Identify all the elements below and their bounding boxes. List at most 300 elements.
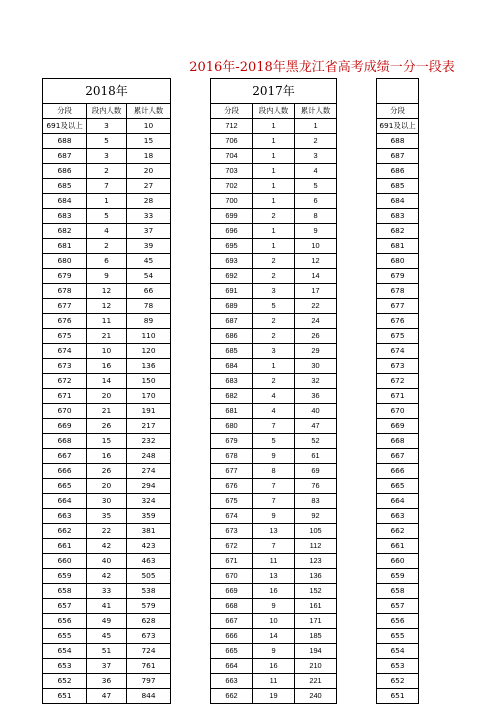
segment-count-2017-cell: 11 — [253, 674, 295, 689]
spacer-cell — [171, 239, 211, 254]
spacer-cell — [337, 599, 377, 614]
table-row — [43, 359, 419, 374]
spacer-cell — [337, 329, 377, 344]
score-2016-cell: 658 — [377, 584, 419, 599]
spacer-cell — [171, 479, 211, 494]
score-2018-cell: 664 — [43, 494, 87, 509]
segment-count-2017-cell: 2 — [253, 209, 295, 224]
score-2017-cell: 670 — [211, 569, 253, 584]
segment-count-2017-cell: 2 — [253, 314, 295, 329]
spacer-cell — [337, 569, 377, 584]
segment-count-2017-cell: 1 — [253, 134, 295, 149]
score-2016-cell: 665 — [377, 479, 419, 494]
cumulative-2017-cell: 92 — [295, 509, 337, 524]
score-2018-cell: 673 — [43, 359, 87, 374]
score-2016-cell: 684 — [377, 194, 419, 209]
score-2016-cell: 682 — [377, 224, 419, 239]
spacer-cell — [337, 374, 377, 389]
table-row — [43, 269, 419, 284]
segment-count-2018-cell: 9 — [87, 269, 127, 284]
score-2017-cell: 674 — [211, 509, 253, 524]
spacer-cell — [337, 179, 377, 194]
score-2016-cell: 654 — [377, 644, 419, 659]
spacer-cell — [171, 209, 211, 224]
cumulative-2018-cell: 724 — [127, 644, 171, 659]
score-2018-cell: 691及以上 — [43, 119, 87, 134]
score-2017-cell: 712 — [211, 119, 253, 134]
spacer-cell — [171, 269, 211, 284]
cumulative-2018-cell: 463 — [127, 554, 171, 569]
cumulative-2017-cell: 24 — [295, 314, 337, 329]
cumulative-2018-cell: 89 — [127, 314, 171, 329]
spacer-cell — [337, 149, 377, 164]
score-2018-cell: 669 — [43, 419, 87, 434]
segment-count-2017-cell: 3 — [253, 284, 295, 299]
segment-count-2018-cell: 2 — [87, 239, 127, 254]
spacer-cell — [337, 254, 377, 269]
cumulative-2018-cell: 78 — [127, 299, 171, 314]
cumulative-2017-cell: 161 — [295, 599, 337, 614]
cumulative-2017-cell: 40 — [295, 404, 337, 419]
spacer-cell — [337, 284, 377, 299]
cumulative-2018-cell: 45 — [127, 254, 171, 269]
score-2018-cell: 665 — [43, 479, 87, 494]
cumulative-2018-cell: 18 — [127, 149, 171, 164]
cumulative-2017-cell: 32 — [295, 374, 337, 389]
score-2018-cell: 688 — [43, 134, 87, 149]
score-2017-cell: 691 — [211, 284, 253, 299]
score-2017-cell: 692 — [211, 269, 253, 284]
cumulative-2017-cell: 136 — [295, 569, 337, 584]
segment-count-2017-cell: 2 — [253, 254, 295, 269]
segment-count-2017-cell: 4 — [253, 404, 295, 419]
segment-count-2017-cell: 14 — [253, 629, 295, 644]
spacer-cell — [337, 104, 377, 119]
segment-count-2018-cell: 7 — [87, 179, 127, 194]
segment-count-2017-cell: 1 — [253, 359, 295, 374]
score-2017-cell: 666 — [211, 629, 253, 644]
score-2018-cell: 681 — [43, 239, 87, 254]
table-row — [43, 374, 419, 389]
title-text: 2016年-2018年黑龙江省高考成绩一分一段表 — [189, 60, 455, 75]
spacer-cell — [171, 524, 211, 539]
score-2018-cell: 663 — [43, 509, 87, 524]
cumulative-2017-cell: 194 — [295, 644, 337, 659]
segment-count-2018-cell: 51 — [87, 644, 127, 659]
table-row — [43, 644, 419, 659]
spacer-cell — [171, 79, 211, 104]
spacer-cell — [171, 329, 211, 344]
score-2016-cell: 675 — [377, 329, 419, 344]
table-row — [43, 434, 419, 449]
score-2016-cell: 651 — [377, 689, 419, 704]
segment-count-2018-cell: 26 — [87, 464, 127, 479]
segment-count-2017-cell: 3 — [253, 344, 295, 359]
segment-count-2018-cell: 40 — [87, 554, 127, 569]
spacer-cell — [171, 539, 211, 554]
cumulative-2017-cell: 36 — [295, 389, 337, 404]
table-row — [43, 134, 419, 149]
spacer-cell — [337, 314, 377, 329]
cumulative-2017-cell: 185 — [295, 629, 337, 644]
score-2017-cell: 672 — [211, 539, 253, 554]
spacer-cell — [337, 344, 377, 359]
segment-count-2017-cell: 13 — [253, 569, 295, 584]
spacer-cell — [337, 644, 377, 659]
score-2016-cell: 662 — [377, 524, 419, 539]
spacer-cell — [337, 119, 377, 134]
segment-count-2018-cell: 12 — [87, 299, 127, 314]
table-row — [43, 119, 419, 134]
spacer-cell — [171, 194, 211, 209]
segment-count-2018-cell: 45 — [87, 629, 127, 644]
cumulative-2017-cell: 29 — [295, 344, 337, 359]
table-row — [43, 614, 419, 629]
cumulative-2017-cell: 14 — [295, 269, 337, 284]
segment-count-2018-cell: 37 — [87, 659, 127, 674]
spacer-cell — [337, 434, 377, 449]
segment-count-2018-cell: 16 — [87, 359, 127, 374]
spacer-cell — [337, 79, 377, 104]
score-2018-cell: 675 — [43, 329, 87, 344]
spacer-cell — [337, 134, 377, 149]
spacer-cell — [171, 404, 211, 419]
spacer-cell — [171, 659, 211, 674]
cumulative-2018-cell: 170 — [127, 389, 171, 404]
cumulative-2018-cell: 232 — [127, 434, 171, 449]
header-cumulative-2018: 累计人数 — [127, 104, 171, 119]
spacer-cell — [171, 344, 211, 359]
score-2018-cell: 677 — [43, 299, 87, 314]
spacer-cell — [337, 629, 377, 644]
score-2017-cell: 667 — [211, 614, 253, 629]
cumulative-2018-cell: 761 — [127, 659, 171, 674]
cumulative-2017-cell: 22 — [295, 299, 337, 314]
spacer-cell — [171, 494, 211, 509]
cumulative-2018-cell: 628 — [127, 614, 171, 629]
score-2018-cell: 676 — [43, 314, 87, 329]
segment-count-2017-cell: 1 — [253, 119, 295, 134]
score-2016-cell: 656 — [377, 614, 419, 629]
segment-count-2018-cell: 20 — [87, 389, 127, 404]
score-2017-cell: 693 — [211, 254, 253, 269]
segment-count-2018-cell: 3 — [87, 119, 127, 134]
spacer-cell — [337, 449, 377, 464]
segment-count-2017-cell: 7 — [253, 539, 295, 554]
table-row — [43, 239, 419, 254]
spacer-cell — [337, 194, 377, 209]
table-row — [43, 659, 419, 674]
table-row — [43, 629, 419, 644]
cumulative-2017-cell: 8 — [295, 209, 337, 224]
segment-count-2018-cell: 6 — [87, 254, 127, 269]
score-2018-cell: 667 — [43, 449, 87, 464]
score-2016-cell: 668 — [377, 434, 419, 449]
table-row — [43, 314, 419, 329]
year-2016-label — [377, 79, 419, 104]
cumulative-2018-cell: 217 — [127, 419, 171, 434]
cumulative-2017-cell: 5 — [295, 179, 337, 194]
score-2016-cell: 657 — [377, 599, 419, 614]
spacer-cell — [171, 434, 211, 449]
segment-count-2017-cell: 10 — [253, 614, 295, 629]
cumulative-2018-cell: 274 — [127, 464, 171, 479]
segment-count-2018-cell: 33 — [87, 584, 127, 599]
cumulative-2018-cell: 10 — [127, 119, 171, 134]
score-2016-cell: 685 — [377, 179, 419, 194]
segment-count-2017-cell: 2 — [253, 374, 295, 389]
score-2018-cell: 682 — [43, 224, 87, 239]
spacer-cell — [337, 479, 377, 494]
table-row — [43, 149, 419, 164]
header-score-2017: 分段 — [211, 104, 253, 119]
table-row — [43, 329, 419, 344]
cumulative-2017-cell: 240 — [295, 689, 337, 704]
spacer-cell — [337, 164, 377, 179]
score-2018-cell: 680 — [43, 254, 87, 269]
segment-count-2017-cell: 1 — [253, 179, 295, 194]
score-2017-cell: 706 — [211, 134, 253, 149]
spacer-cell — [337, 494, 377, 509]
table-row — [43, 464, 419, 479]
segment-count-2017-cell: 2 — [253, 329, 295, 344]
score-2017-cell: 675 — [211, 494, 253, 509]
score-2016-cell: 671 — [377, 389, 419, 404]
score-2018-cell: 661 — [43, 539, 87, 554]
spacer-cell — [171, 674, 211, 689]
score-2018-cell: 684 — [43, 194, 87, 209]
cumulative-2018-cell: 294 — [127, 479, 171, 494]
cumulative-2017-cell: 12 — [295, 254, 337, 269]
score-2017-cell: 687 — [211, 314, 253, 329]
cumulative-2017-cell: 10 — [295, 239, 337, 254]
score-2018-cell: 683 — [43, 209, 87, 224]
segment-count-2018-cell: 21 — [87, 329, 127, 344]
cumulative-2017-cell: 171 — [295, 614, 337, 629]
spacer-cell — [337, 209, 377, 224]
score-2017-cell: 678 — [211, 449, 253, 464]
cumulative-2017-cell: 47 — [295, 419, 337, 434]
cumulative-2018-cell: 505 — [127, 569, 171, 584]
score-2017-cell: 702 — [211, 179, 253, 194]
segment-count-2017-cell: 5 — [253, 434, 295, 449]
spacer-cell — [337, 539, 377, 554]
segment-count-2018-cell: 35 — [87, 509, 127, 524]
table-row — [43, 539, 419, 554]
score-2017-cell: 679 — [211, 434, 253, 449]
cumulative-2018-cell: 20 — [127, 164, 171, 179]
score-2018-cell: 672 — [43, 374, 87, 389]
spacer-cell — [337, 674, 377, 689]
cumulative-2017-cell: 26 — [295, 329, 337, 344]
spacer-cell — [171, 644, 211, 659]
cumulative-2018-cell: 150 — [127, 374, 171, 389]
spacer-cell — [171, 119, 211, 134]
cumulative-2018-cell: 423 — [127, 539, 171, 554]
segment-count-2017-cell: 1 — [253, 164, 295, 179]
segment-count-2017-cell: 1 — [253, 224, 295, 239]
segment-count-2017-cell: 9 — [253, 644, 295, 659]
table-row — [43, 479, 419, 494]
table-row — [43, 584, 419, 599]
cumulative-2017-cell: 9 — [295, 224, 337, 239]
cumulative-2017-cell: 69 — [295, 464, 337, 479]
table-row — [43, 449, 419, 464]
spacer-cell — [337, 659, 377, 674]
segment-count-2018-cell: 12 — [87, 284, 127, 299]
segment-count-2018-cell: 36 — [87, 674, 127, 689]
spacer-cell — [337, 419, 377, 434]
segment-count-2018-cell: 49 — [87, 614, 127, 629]
score-2018-cell: 668 — [43, 434, 87, 449]
segment-count-2018-cell: 26 — [87, 419, 127, 434]
score-2017-cell: 665 — [211, 644, 253, 659]
score-2017-cell: 699 — [211, 209, 253, 224]
cumulative-2018-cell: 37 — [127, 224, 171, 239]
score-2016-cell: 678 — [377, 284, 419, 299]
cumulative-2017-cell: 76 — [295, 479, 337, 494]
score-2016-cell: 663 — [377, 509, 419, 524]
header-segment-count-2017: 段内人数 — [253, 104, 295, 119]
score-2016-cell: 669 — [377, 419, 419, 434]
table-row — [43, 284, 419, 299]
score-2016-cell: 672 — [377, 374, 419, 389]
cumulative-2017-cell: 152 — [295, 584, 337, 599]
score-2016-cell: 661 — [377, 539, 419, 554]
segment-count-2018-cell: 21 — [87, 404, 127, 419]
cumulative-2017-cell: 221 — [295, 674, 337, 689]
spacer-cell — [171, 149, 211, 164]
score-2018-cell: 655 — [43, 629, 87, 644]
segment-count-2017-cell: 1 — [253, 239, 295, 254]
segment-count-2018-cell: 30 — [87, 494, 127, 509]
table-row — [43, 689, 419, 704]
spacer-cell — [171, 224, 211, 239]
spacer-cell — [337, 404, 377, 419]
spacer-cell — [171, 284, 211, 299]
score-2018-cell: 653 — [43, 659, 87, 674]
cumulative-2018-cell: 15 — [127, 134, 171, 149]
cumulative-2017-cell: 123 — [295, 554, 337, 569]
table-row — [43, 389, 419, 404]
spacer-cell — [171, 299, 211, 314]
cumulative-2017-cell: 210 — [295, 659, 337, 674]
header-segment-count-2018: 段内人数 — [87, 104, 127, 119]
table-row — [43, 569, 419, 584]
spacer-cell — [171, 374, 211, 389]
score-2018-cell: 678 — [43, 284, 87, 299]
spacer-cell — [171, 359, 211, 374]
segment-count-2017-cell: 7 — [253, 479, 295, 494]
cumulative-2018-cell: 673 — [127, 629, 171, 644]
cumulative-2018-cell: 191 — [127, 404, 171, 419]
spacer-cell — [171, 164, 211, 179]
score-2018-cell: 662 — [43, 524, 87, 539]
cumulative-2017-cell: 6 — [295, 194, 337, 209]
year-header-row — [43, 79, 419, 104]
segment-count-2018-cell: 42 — [87, 569, 127, 584]
cumulative-2018-cell: 136 — [127, 359, 171, 374]
spacer-cell — [171, 584, 211, 599]
spacer-cell — [337, 614, 377, 629]
score-2017-cell: 703 — [211, 164, 253, 179]
score-2017-cell: 689 — [211, 299, 253, 314]
segment-count-2018-cell: 4 — [87, 224, 127, 239]
segment-count-2018-cell: 5 — [87, 209, 127, 224]
score-2016-cell: 687 — [377, 149, 419, 164]
spacer-cell — [171, 569, 211, 584]
score-2016-cell: 655 — [377, 629, 419, 644]
cumulative-2017-cell: 17 — [295, 284, 337, 299]
score-2017-cell: 676 — [211, 479, 253, 494]
score-2018-cell: 654 — [43, 644, 87, 659]
score-2017-cell: 677 — [211, 464, 253, 479]
spacer-cell — [337, 524, 377, 539]
score-2016-cell: 653 — [377, 659, 419, 674]
score-2016-cell: 676 — [377, 314, 419, 329]
spacer-cell — [171, 464, 211, 479]
spacer-cell — [171, 389, 211, 404]
score-2017-cell: 663 — [211, 674, 253, 689]
score-2016-cell: 674 — [377, 344, 419, 359]
table-row — [43, 404, 419, 419]
score-2017-cell: 664 — [211, 659, 253, 674]
score-2018-cell: 679 — [43, 269, 87, 284]
spacer-cell — [337, 509, 377, 524]
segment-count-2017-cell: 2 — [253, 269, 295, 284]
year-2018-label: 2018年 — [43, 79, 171, 104]
cumulative-2018-cell: 248 — [127, 449, 171, 464]
score-2017-cell: 673 — [211, 524, 253, 539]
score-2016-cell: 652 — [377, 674, 419, 689]
segment-count-2017-cell: 16 — [253, 659, 295, 674]
spacer-cell — [337, 269, 377, 284]
table-row — [43, 524, 419, 539]
spacer-cell — [171, 179, 211, 194]
score-2017-cell: 696 — [211, 224, 253, 239]
spacer-cell — [171, 599, 211, 614]
cumulative-2018-cell: 39 — [127, 239, 171, 254]
score-2017-cell: 684 — [211, 359, 253, 374]
cumulative-2018-cell: 27 — [127, 179, 171, 194]
score-2016-cell: 670 — [377, 404, 419, 419]
segment-count-2018-cell: 22 — [87, 524, 127, 539]
spacer-cell — [337, 554, 377, 569]
score-2017-cell: 669 — [211, 584, 253, 599]
cumulative-2018-cell: 538 — [127, 584, 171, 599]
score-2017-cell: 686 — [211, 329, 253, 344]
score-2016-cell: 677 — [377, 299, 419, 314]
cumulative-2017-cell: 1 — [295, 119, 337, 134]
spacer-cell — [337, 299, 377, 314]
table-row — [43, 674, 419, 689]
segment-count-2018-cell: 10 — [87, 344, 127, 359]
score-2016-cell: 683 — [377, 209, 419, 224]
segment-count-2017-cell: 8 — [253, 464, 295, 479]
spacer-cell — [171, 689, 211, 704]
segment-count-2017-cell: 1 — [253, 149, 295, 164]
score-2017-cell: 662 — [211, 689, 253, 704]
score-2018-cell: 687 — [43, 149, 87, 164]
score-2017-cell: 683 — [211, 374, 253, 389]
cumulative-2017-cell: 4 — [295, 164, 337, 179]
score-distribution-table — [42, 78, 419, 704]
spacer-cell — [171, 254, 211, 269]
table-row — [43, 164, 419, 179]
segment-count-2017-cell: 7 — [253, 494, 295, 509]
spacer-cell — [171, 314, 211, 329]
segment-count-2018-cell: 41 — [87, 599, 127, 614]
